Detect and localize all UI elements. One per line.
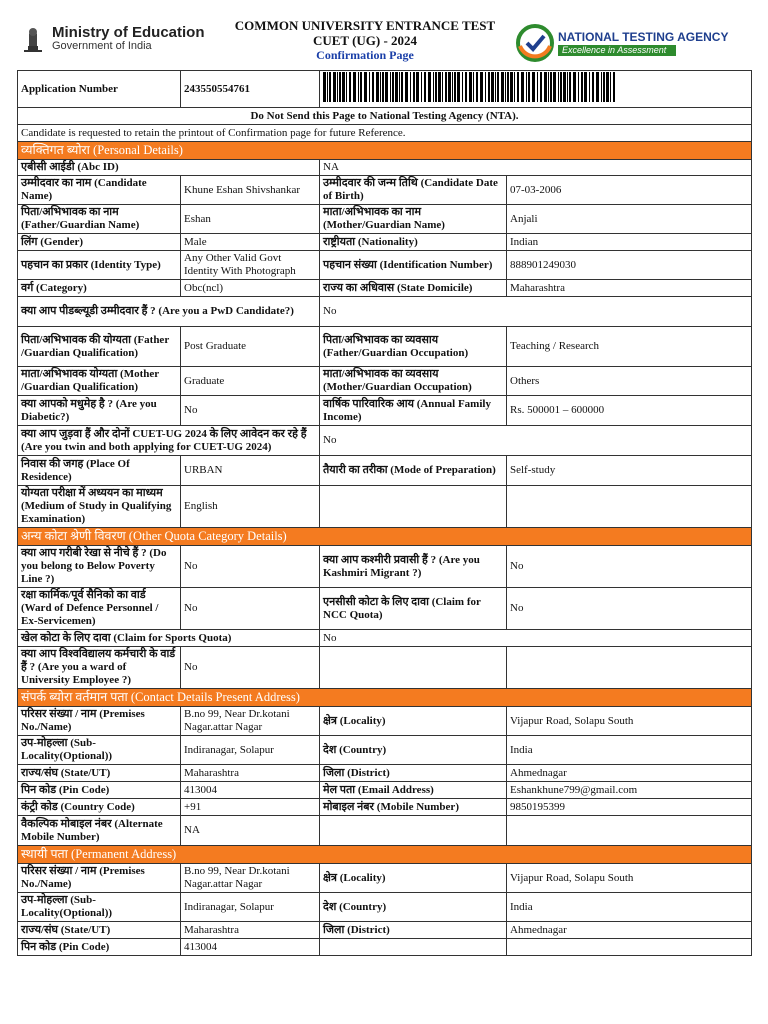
retain-note: Candidate is requested to retain the printout of Confirmation page for future Reference.: [18, 125, 752, 142]
mother-name-value: Anjali: [507, 205, 752, 234]
page-title: Confirmation Page: [316, 48, 414, 62]
empty-cell: [507, 647, 752, 689]
district-value: Ahmednagar: [507, 765, 752, 782]
identification-number-label: पहचान संख्या (Identification Number): [320, 251, 507, 280]
gender-value: Male: [181, 234, 320, 251]
medium-value: English: [181, 486, 320, 528]
barcode-image: [323, 72, 618, 102]
bpl-value: No: [181, 546, 320, 588]
ministry-logo: [20, 22, 205, 54]
country-label: देश (Country): [320, 736, 507, 765]
mother-occupation-label: माता/अभिभावक का व्यवसाय (Mother/Guardian Occupation): [320, 367, 507, 396]
exam-title: COMMON UNIVERSITY ENTRANCE TEST: [234, 18, 496, 33]
barcode: [320, 71, 752, 108]
twin-label: क्या आप जुड़वा हैं और दोनों CUET-UG 2024 के लिए आवेदन कर रहे हैं (Are you twin and both applying for CUET-UG 2024): [18, 426, 320, 456]
ministry-title: Ministry of Education: [52, 23, 205, 41]
dob-label: उम्मीदवार की जन्म तिथि (Candidate Date of Birth): [320, 176, 507, 205]
nationality-label: राष्ट्रीयता (Nationality): [320, 234, 507, 251]
country-code-value: +91: [181, 799, 320, 816]
email-label: मेल पता (Email Address): [320, 782, 507, 799]
pin-code-value: 413004: [181, 782, 320, 799]
residence-value: URBAN: [181, 456, 320, 486]
bpl-label: क्या आप गरीबी रेखा से नीचे हैं ? (Do you belong to Below Poverty Line ?): [18, 546, 181, 588]
perm-premises-label: परिसर संख्या / नाम (Premises No./Name): [18, 864, 181, 893]
twin-value: No: [320, 426, 752, 456]
pwd-label: क्या आप पीडब्ल्यूडी उम्मीदवार हैं ? (Are you a PwD Candidate?): [18, 297, 320, 327]
perm-premises-value: B.no 99, Near Dr.kotani Nagar.attar Nagar: [181, 864, 320, 893]
mobile-value: 9850195399: [507, 799, 752, 816]
empty-cell: [320, 939, 507, 956]
pwd-value: No: [320, 297, 752, 327]
gender-label: लिंग (Gender): [18, 234, 181, 251]
father-occupation-value: Teaching / Research: [507, 327, 752, 367]
empty-cell: [320, 816, 507, 846]
application-row: [18, 71, 752, 108]
district-label: जिला (District): [320, 765, 507, 782]
notice-text: Do Not Send this Page to National Testing Agency (NTA).: [18, 108, 752, 125]
application-number-value: 243550554761: [181, 71, 320, 108]
state-label: राज्य/संघ (State/UT): [18, 765, 181, 782]
empty-cell: [507, 816, 752, 846]
perm-sub-locality-label: उप-मोहल्ला (Sub-Locality(Optional)): [18, 893, 181, 922]
candidate-name-value: Khune Eshan Shivshankar: [181, 176, 320, 205]
page-header: [0, 0, 768, 70]
pin-code-label: पिन कोड (Pin Code): [18, 782, 181, 799]
father-name-label: पिता/अभिभावक का नाम (Father/Guardian Name): [18, 205, 181, 234]
section-personal-details: व्यक्तिगत ब्योरा (Personal Details): [18, 142, 752, 160]
kashmiri-migrant-label: क्या आप कश्मीरी प्रवासी हैं ? (Are you Kashmiri Migrant ?): [320, 546, 507, 588]
exam-subtitle: CUET (UG) - 2024: [312, 33, 418, 48]
university-ward-label: क्या आप विश्वविद्यालय कर्मचारी के वार्ड हैं ? (Are you a ward of University Employee ?): [18, 647, 181, 689]
father-name-value: Eshan: [181, 205, 320, 234]
ministry-subtitle: Government of India: [52, 39, 152, 52]
perm-country-value: India: [507, 893, 752, 922]
university-ward-value: No: [181, 647, 320, 689]
empty-cell: [320, 486, 507, 528]
sub-locality-label: उप-मोहल्ला (Sub-Locality(Optional)): [18, 736, 181, 765]
kashmiri-migrant-value: No: [507, 546, 752, 588]
sub-locality-value: Indiranagar, Solapur: [181, 736, 320, 765]
annual-income-value: Rs. 500001 – 600000: [507, 396, 752, 426]
preparation-mode-label: तैयारी का तरीका (Mode of Preparation): [320, 456, 507, 486]
dob-value: 07-03-2006: [507, 176, 752, 205]
state-domicile-value: Maharashtra: [507, 280, 752, 297]
national-emblem-icon: [20, 22, 46, 54]
abc-id-value: NA: [320, 160, 752, 176]
identity-type-value: Any Other Valid Govt Identity With Photograph: [181, 251, 320, 280]
locality-label: क्षेत्र (Locality): [320, 707, 507, 736]
identity-type-label: पहचान का प्रकार (Identity Type): [18, 251, 181, 280]
mobile-label: मोबाइल नंबर (Mobile Number): [320, 799, 507, 816]
perm-pin-code-label: पिन कोड (Pin Code): [18, 939, 181, 956]
premises-value: B.no 99, Near Dr.kotani Nagar.attar Nagar: [181, 707, 320, 736]
locality-value: Vijapur Road, Solapu South: [507, 707, 752, 736]
state-domicile-label: राज्य का अधिवास (State Domicile): [320, 280, 507, 297]
annual-income-label: वार्षिक पारिवारिक आय (Annual Family Income): [320, 396, 507, 426]
mother-name-label: माता/अभिभावक का नाम (Mother/Guardian Name): [320, 205, 507, 234]
country-value: India: [507, 736, 752, 765]
mother-qualification-label: माता/अभिभावक योग्यता (Mother /Guardian Qualification): [18, 367, 181, 396]
perm-pin-code-value: 413004: [181, 939, 320, 956]
sports-quota-label: खेल कोटा के लिए दावा (Claim for Sports Quota): [18, 630, 320, 647]
ncc-quota-label: एनसीसी कोटा के लिए दावा (Claim for NCC Quota): [320, 588, 507, 630]
defence-ward-label: रक्षा कार्मिक/पूर्व सैनिको का वार्ड (Ward of Defence Personnel / Ex-Servicemen): [18, 588, 181, 630]
nta-name: NATIONAL TESTING AGENCY: [558, 30, 729, 44]
alternate-mobile-label: वैकल्पिक मोबाइल नंबर (Alternate Mobile Number): [18, 816, 181, 846]
preparation-mode-value: Self-study: [507, 456, 752, 486]
nationality-value: Indian: [507, 234, 752, 251]
application-number-label: Application Number: [18, 71, 181, 108]
residence-label: निवास की जगह (Place Of Residence): [18, 456, 181, 486]
identification-number-value: 888901249030: [507, 251, 752, 280]
diabetic-label: क्या आपको मधुमेह है ? (Are you Diabetic?): [18, 396, 181, 426]
sports-quota-value: No: [320, 630, 752, 647]
perm-locality-value: Vijapur Road, Solapu South: [507, 864, 752, 893]
nta-tagline: Excellence in Assessment: [558, 45, 676, 56]
perm-district-label: जिला (District): [320, 922, 507, 939]
father-qualification-label: पिता/अभिभावक की योग्यता (Father /Guardian Qualification): [18, 327, 181, 367]
candidate-name-label: उम्मीदवार का नाम (Candidate Name): [18, 176, 181, 205]
abc-id-label: एबीसी आईडी (Abc ID): [18, 160, 320, 176]
section-other-quota: अन्य कोटा श्रेणी विवरण (Other Quota Category Details): [18, 528, 752, 546]
ncc-quota-value: No: [507, 588, 752, 630]
alternate-mobile-value: NA: [181, 816, 320, 846]
perm-sub-locality-value: Indiranagar, Solapur: [181, 893, 320, 922]
medium-label: योग्यता परीक्षा में अध्ययन का माध्यम (Medium of Study in Qualifying Examination): [18, 486, 181, 528]
category-label: वर्ग (Category): [18, 280, 181, 297]
diabetic-value: No: [181, 396, 320, 426]
empty-cell: [507, 486, 752, 528]
exam-title-block: [210, 18, 520, 63]
perm-country-label: देश (Country): [320, 893, 507, 922]
mother-occupation-value: Others: [507, 367, 752, 396]
father-qualification-value: Post Graduate: [181, 327, 320, 367]
mother-qualification-value: Graduate: [181, 367, 320, 396]
confirmation-table: [17, 70, 752, 956]
perm-state-value: Maharashtra: [181, 922, 320, 939]
empty-cell: [320, 647, 507, 689]
father-occupation-label: पिता/अभिभावक का व्यवसाय (Father/Guardian Occupation): [320, 327, 507, 367]
email-value: Eshankhune799@gmail.com: [507, 782, 752, 799]
state-value: Maharashtra: [181, 765, 320, 782]
section-contact-present: संपर्क ब्योरा वर्तमान पता (Contact Details Present Address): [18, 689, 752, 707]
perm-state-label: राज्य/संघ (State/UT): [18, 922, 181, 939]
category-value: Obc(ncl): [181, 280, 320, 297]
section-permanent-address: स्थायी पता (Permanent Address): [18, 846, 752, 864]
empty-cell: [507, 939, 752, 956]
perm-locality-label: क्षेत्र (Locality): [320, 864, 507, 893]
nta-check-icon: [516, 24, 554, 62]
premises-label: परिसर संख्या / नाम (Premises No./Name): [18, 707, 181, 736]
country-code-label: कंट्री कोड (Country Code): [18, 799, 181, 816]
nta-logo: [516, 24, 728, 62]
perm-district-value: Ahmednagar: [507, 922, 752, 939]
defence-ward-value: No: [181, 588, 320, 630]
